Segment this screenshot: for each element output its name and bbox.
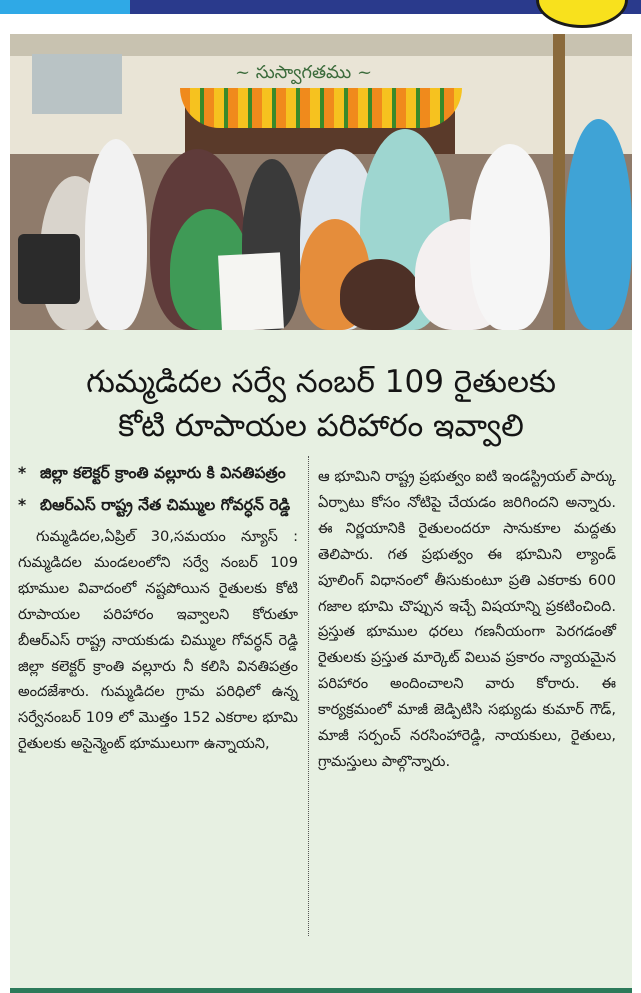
headline [10, 360, 632, 448]
photo-person [85, 139, 147, 330]
photo-flower-garland [180, 88, 462, 128]
right-column [318, 464, 616, 775]
photo-person [340, 259, 420, 330]
logo-badge [536, 0, 628, 28]
bullet-item [18, 492, 298, 518]
headline-line-1: గుమ్మడిదల సర్వే నంబర్ 109 రైతులకు [86, 364, 556, 400]
top-band [0, 0, 641, 22]
photo-person [470, 144, 550, 330]
bottom-rule [10, 988, 632, 993]
body-paragraph-right: ఆ భూమిని రాష్ట్ర ప్రభుత్వం ఐటి ఇండస్ట్రియల్ పార్కు ఏర్పాటు కోసం నోటిపై చేయడం జరిగిందని అన్నారు. ఈ నిర్ణయానికి రైతులందరూ సానుకూల మద్దతు తెలిపారు. గత ప్రభుత్వం ఈ భూమిని ల్యాండ్ పూలింగ్ విధానంలో తీసుకుంటూ ప్రతి ఎకరాకు 600 గజాల భూమి చొప్పున ఇచ్చే విషయాన్ని ప్రకటించింది. ప్రస్తుత భూముల ధరలు గణనీయంగా పెరగడంతో రైతులకు ప్రస్తుత మార్కెట్ విలువ ప్రకారం న్యాయమైన పరిహారం అందించాలని వారు కోరారు. ఈ కార్యక్రమంలో మాజీ జెడ్పిటిసి సభ్యుడు కుమార్ గౌడ్, మాజీ సర్పంచ్ నరసింహారెడ్డి, నాయకులు, రైతులు, గ్రామస్తులు పాల్గొన్నారు. [318, 468, 616, 770]
photo-welcome-sign: ~ సుస్వాగతము ~ [235, 62, 373, 83]
news-photo [10, 34, 632, 330]
photo-phone [18, 234, 80, 304]
bullet-item [18, 460, 298, 486]
headline-line-2: కోటి రూపాయల పరిహారం ఇవ్వాలి [118, 408, 524, 444]
column-divider [308, 456, 309, 936]
header-bar-light [0, 0, 130, 14]
photo-window [32, 54, 122, 114]
photo-wooden-pole [553, 34, 565, 330]
body-paragraph-left: గుమ్మడిదల,ఏప్రిల్ 30,సమయం న్యూస్ : గుమ్మడిదల మండలంలోని సర్వే నంబర్ 109 భూముల వివాదంలో నష్టపోయిన రైతులకు కోటి రూపాయల పరిహారం ఇవ్వాలని కోరుతూ బీఆర్ఎస్ రాష్ట్ర నాయకుడు చిమ్ముల గోవర్ధన్ రెడ్డి జిల్లా కలెక్టర్ క్రాంతి వల్లూరు నీ కలిసి వినతిపత్రం అందజేశారు. గుమ్మడిదల గ్రామ పరిధిలో ఉన్న సర్వేనంబర్ 109 లో మొత్తం 152 ఎకరాల భూమి రైతులకు అసైన్మెంట్ భూములుగా ఉన్నాయని, [18, 528, 298, 753]
photo-roof [10, 34, 632, 56]
bullet-text: జిల్లా కలెక్టర్ క్రాంతి వల్లూరు కి వినతిపత్రం [40, 464, 286, 482]
bullet-text: బిఆర్ఎస్ రాష్ట్ర నేత చిమ్ముల గోవర్ధన్ రెడ్డి [40, 496, 291, 514]
photo-person [565, 119, 632, 330]
star-bullet-icon: * [18, 464, 27, 482]
left-column [18, 460, 298, 757]
photo-petition-paper [218, 252, 284, 330]
star-bullet-icon: * [18, 496, 27, 514]
